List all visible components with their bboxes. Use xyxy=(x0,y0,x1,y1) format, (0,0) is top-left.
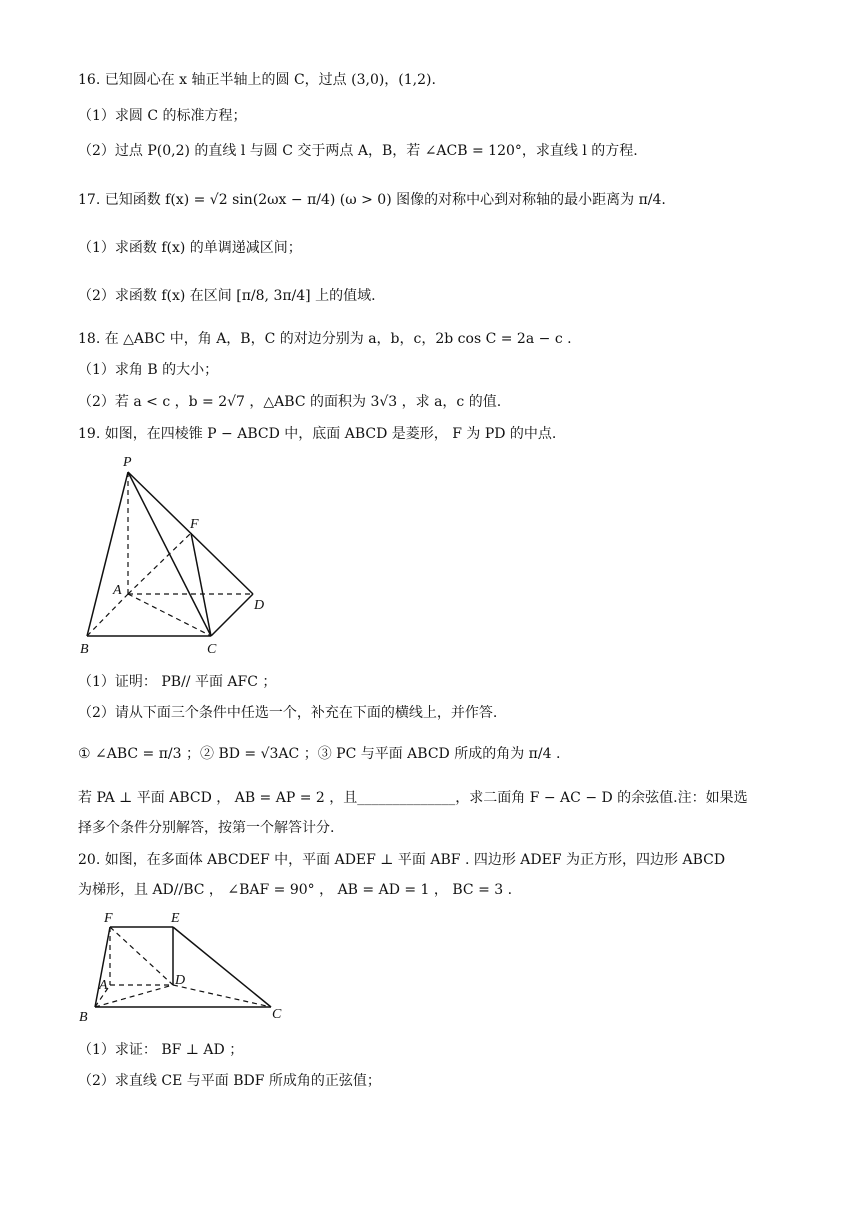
label-A: A xyxy=(113,583,122,598)
edge-BA-hidden xyxy=(87,594,128,636)
label-B: B xyxy=(80,642,89,657)
q19-task-line2: 择多个条件分别解答，按第一个解答计分. xyxy=(78,820,335,836)
label-F: F xyxy=(104,911,113,926)
edge-EC xyxy=(173,927,271,1007)
q16-stem: 16. 已知圆心在 x 轴正半轴上的圆 C，过点 (3,0)，(1,2). xyxy=(78,72,436,88)
q16-part1: （1）求圆 C 的标准方程； xyxy=(78,108,247,124)
label-B: B xyxy=(79,1010,88,1025)
label-E: E xyxy=(171,911,180,926)
q20-stem-line2: 为梯形，且 AD//BC ， ∠BAF = 90° ， AB = AD = 1 ， BC = 3 . xyxy=(78,882,513,898)
edge-CD xyxy=(211,594,253,636)
label-D: D xyxy=(254,598,265,613)
q20-part2: （2）求直线 CE 与平面 BDF 所成角的正弦值； xyxy=(78,1073,381,1089)
q18-part1: （1）求角 B 的大小； xyxy=(78,362,219,378)
q20-polyhedron-figure xyxy=(75,905,295,1030)
label-C: C xyxy=(272,1007,282,1022)
q19-stem: 19. 如图，在四棱锥 P − ABCD 中，底面 ABCD 是菱形， F 为 PD 的中点. xyxy=(78,426,557,442)
q16-part2: （2）过点 P(0,2) 的直线 l 与圆 C 交于两点 A，B，若 ∠ACB = 120°，求直线 l 的方程. xyxy=(78,143,638,159)
edge-PD xyxy=(128,472,253,594)
q17-stem: 17. 已知函数 f(x) = √2 sin(2ωx − π/4) (ω > 0) 图像的对称中心到对称轴的最小距离为 π/4. xyxy=(78,192,666,208)
q20-stem-line1: 20. 如图，在多面体 ABCDEF 中，平面 ADEF ⊥ 平面 ABF . 四边形 ADEF 为正方形，四边形 ABCD xyxy=(78,852,726,868)
q19-part1: （1）证明： PB// 平面 AFC ； xyxy=(78,674,277,690)
q19-conditions: ① ∠ABC = π/3 ；② BD = √3AC ；③ PC 与平面 ABCD 所成的角为 π/4 . xyxy=(78,746,561,762)
edge-DC-hidden xyxy=(173,985,271,1007)
edge-FC xyxy=(191,533,211,636)
q20-part1: （1）求证： BF ⊥ AD ； xyxy=(78,1042,244,1058)
label-F: F xyxy=(190,517,199,532)
label-A: A xyxy=(99,978,108,993)
q19-pyramid-figure xyxy=(75,452,275,662)
edge-AF-hidden xyxy=(128,533,191,594)
edge-PB xyxy=(87,472,128,636)
q19-task-line1: 若 PA ⊥ 平面 ABCD ， AB = AP = 2 ，且______________，求二面角 F − AC − D 的余弦值.注：如果选 xyxy=(78,790,748,806)
label-C: C xyxy=(207,642,217,657)
label-D: D xyxy=(175,973,186,988)
edge-FB xyxy=(95,927,110,1007)
q17-part1: （1）求函数 f(x) 的单调递减区间； xyxy=(78,240,302,256)
q18-stem: 18. 在 △ABC 中，角 A，B，C 的对边分别为 a，b，c，2b cos C = 2a − c . xyxy=(78,331,572,347)
q17-part2: （2）求函数 f(x) 在区间 [π/8, 3π/4] 上的值域. xyxy=(78,288,376,304)
label-P: P xyxy=(123,455,132,470)
edge-AC-hidden xyxy=(128,594,211,636)
q19-part2: （2）请从下面三个条件中任选一个，补充在下面的横线上，并作答. xyxy=(78,705,498,721)
q18-part2: （2）若 a < c ，b = 2√7 ，△ABC 的面积为 3√3 ，求 a，c 的值. xyxy=(78,394,502,410)
edge-FD-hidden xyxy=(110,927,173,985)
